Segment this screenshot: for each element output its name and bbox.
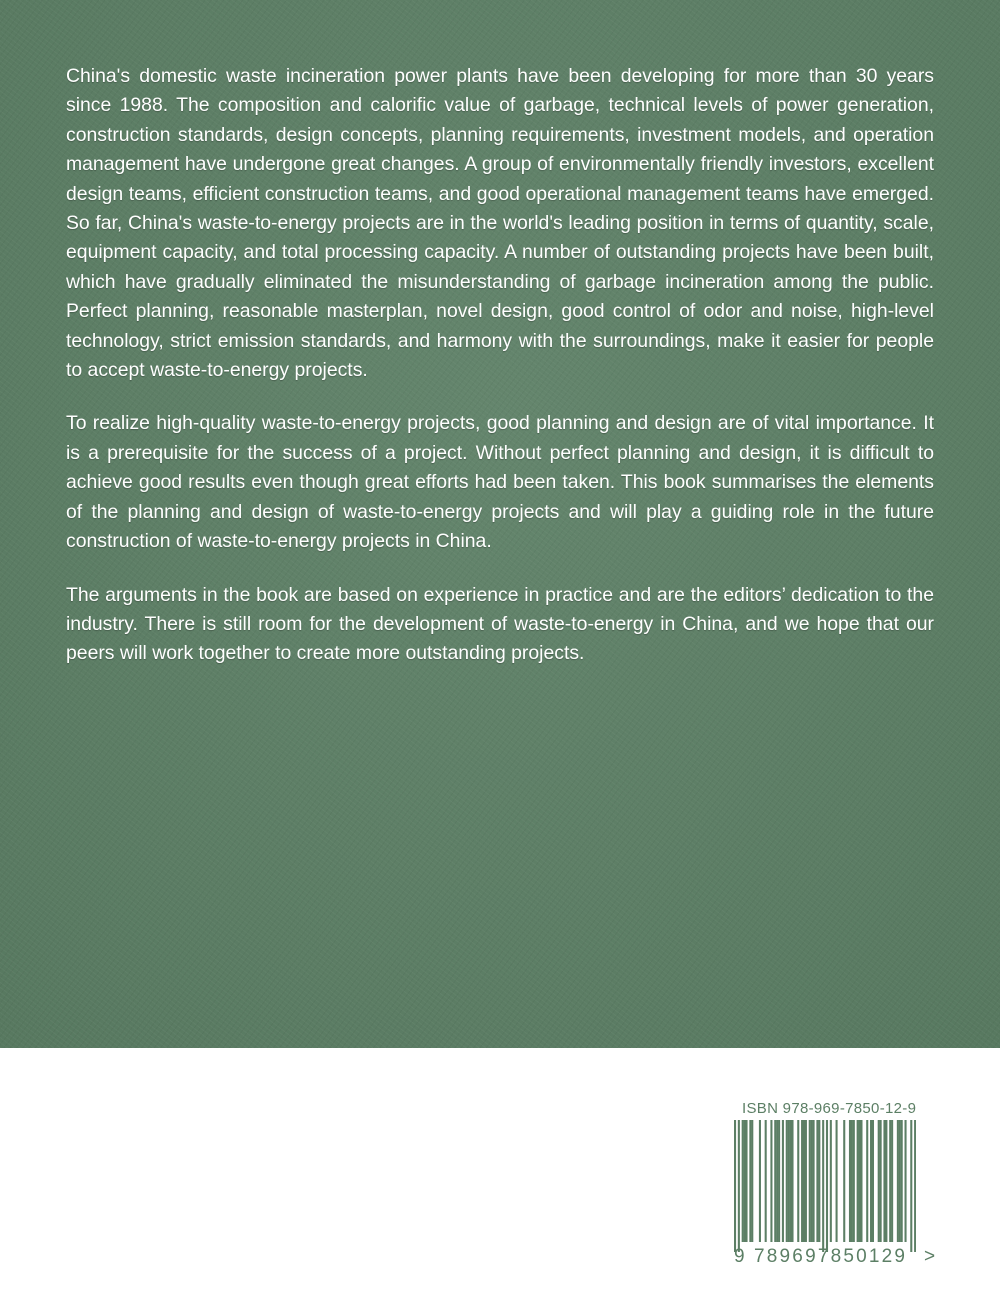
barcode-bar <box>899 1120 901 1242</box>
barcode-bar <box>905 1120 907 1242</box>
barcode-bar <box>883 1120 885 1242</box>
barcode-bar <box>774 1120 776 1242</box>
barcode-bar <box>744 1120 746 1242</box>
barcode-bar <box>857 1120 859 1242</box>
barcode-bar <box>851 1120 853 1242</box>
barcode-bar <box>843 1120 845 1242</box>
barcode-bar <box>822 1120 824 1252</box>
barcode-bar <box>826 1120 828 1252</box>
barcode-bar <box>891 1120 893 1242</box>
barcode-bar <box>860 1120 862 1242</box>
barcode-bar <box>770 1120 772 1242</box>
barcode-bar <box>836 1120 838 1242</box>
barcode-bar <box>738 1120 740 1252</box>
barcode-bar <box>790 1120 792 1242</box>
barcode-bar <box>734 1120 736 1252</box>
barcode-bar <box>910 1120 912 1252</box>
barcode-bar <box>776 1120 778 1242</box>
barcode-bar <box>853 1120 855 1242</box>
blurb-paragraph-2: To realize high-quality waste-to-energy projects, good planning and design are of vital importance. It is a prerequisite for the success of a project. Without perfect planning and design, it is difficult to achieve good results even though great efforts had been taken. This book summarises the elements of the planning and design of waste-to-energy projects and will play a guiding role in the future construction of waste-to-energy projects in China. <box>66 412 934 553</box>
barcode-bar <box>797 1120 799 1242</box>
barcode-bar <box>849 1120 851 1242</box>
barcode-bar <box>816 1120 818 1242</box>
isbn-barcode <box>734 1094 946 1284</box>
blurb-text <box>66 62 934 693</box>
barcode-bar <box>870 1120 872 1242</box>
barcode-bar <box>811 1120 813 1242</box>
barcode-bar <box>801 1120 803 1242</box>
barcode-bar <box>751 1120 753 1242</box>
barcode-bar <box>901 1120 903 1242</box>
barcode-bar <box>786 1120 788 1242</box>
barcode-bar <box>759 1120 761 1242</box>
barcode-bar <box>765 1120 767 1242</box>
blurb-paragraph-1: China's domestic waste incineration power plants have been developing for more than 30 years since 1988. The composition and calorific value of garbage, technical levels of power generation, construction standards, design concepts, planning requirements, investment models, and operation management have undergone great changes. A group of environmentally friendly investors, excellent design teams, efficient construction teams, and good operational management teams have emerged. So far, China's waste-to-energy projects are in the world's leading position in terms of quantity, scale, equipment capacity, and total processing capacity. A number of outstanding projects have been built, which have gradually eliminated the misunderstanding of garbage incineration among the public. Perfect planning, reasonable masterplan, novel design, good control of odor and noise, high-level technology, strict emission standards, and harmony with the surroundings, make it easier for people to accept waste-to-energy projects. <box>66 65 934 382</box>
barcode-bar <box>749 1120 751 1242</box>
barcode-bar <box>791 1120 793 1242</box>
barcode-bar <box>809 1120 811 1242</box>
barcode-bar <box>813 1120 815 1242</box>
barcode-bar <box>885 1120 887 1242</box>
barcode-bar <box>830 1120 832 1242</box>
barcode-bar <box>803 1120 805 1242</box>
barcode-bar <box>878 1120 880 1242</box>
barcode-bar <box>818 1120 820 1242</box>
barcode-bar <box>788 1120 790 1242</box>
barcode-bar <box>897 1120 899 1242</box>
isbn-label: ISBN 978-969-7850-12-9 <box>742 1100 917 1117</box>
barcode-bar <box>805 1120 807 1242</box>
barcode-bars <box>734 1120 916 1252</box>
barcode-bar <box>745 1120 747 1242</box>
barcode-bar <box>872 1120 874 1242</box>
barcode-bar <box>859 1120 861 1242</box>
barcode-bar <box>889 1120 891 1242</box>
barcode-digits: 789697850129 <box>754 1246 908 1267</box>
barcode-bar <box>742 1120 744 1242</box>
barcode-bar <box>782 1120 784 1242</box>
barcode-bar <box>866 1120 868 1242</box>
barcode-bar <box>880 1120 882 1242</box>
barcode-bar <box>914 1120 916 1252</box>
barcode-lead-digit: 9 <box>734 1246 745 1267</box>
blurb-paragraph-3: The arguments in the book are based on experience in practice and are the editors’ dedication to the industry. There is still room for the development of waste-to-energy in China, and we hope that our peers will work together to create more outstanding projects. <box>66 583 934 665</box>
barcode-bar <box>778 1120 780 1242</box>
barcode-arrow-icon: > <box>924 1246 936 1267</box>
